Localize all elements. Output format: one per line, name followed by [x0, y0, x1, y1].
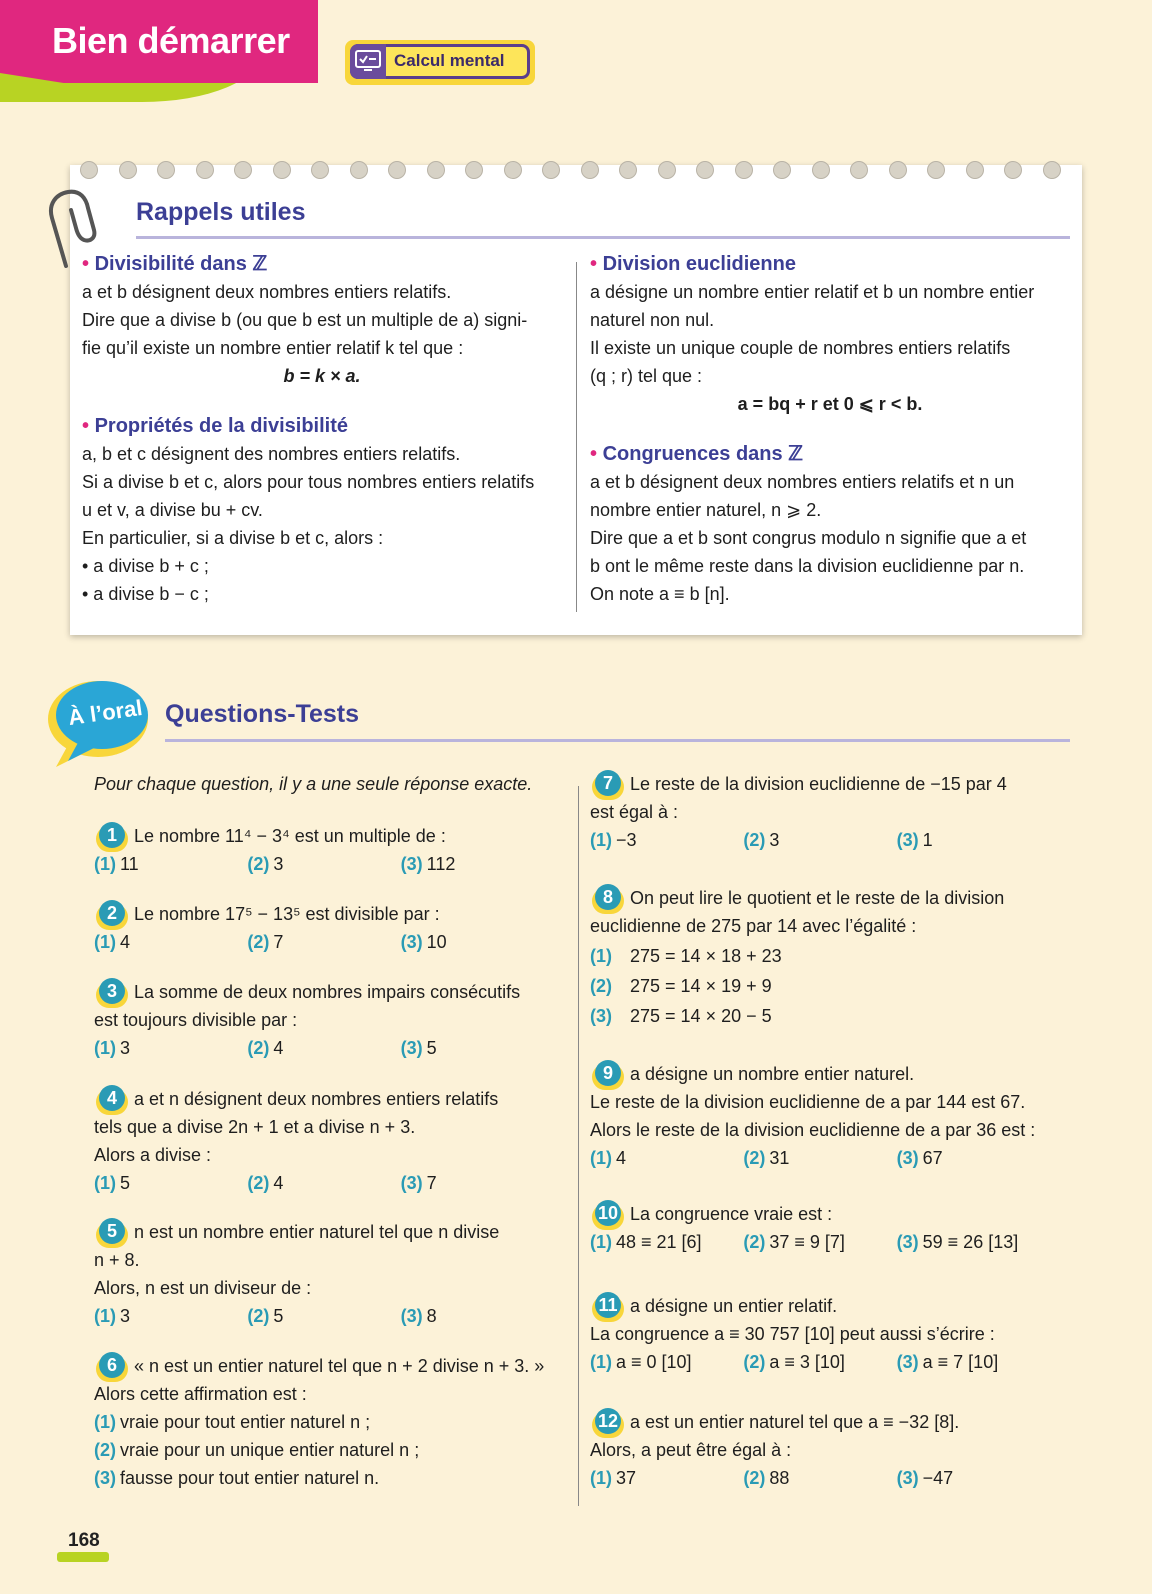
option-label: (1)	[94, 854, 116, 874]
option-label: (3)	[94, 1468, 116, 1488]
option-label: (2)	[743, 1148, 766, 1168]
answer-option[interactable]	[94, 1169, 247, 1197]
option-value: 5	[120, 1173, 131, 1193]
ring-hole	[504, 161, 522, 179]
option-value: 275 = 14 × 20 − 5	[630, 1006, 772, 1026]
text-line: a, b et c désignent des nombres entiers relatifs.	[82, 444, 461, 464]
answer-option[interactable]	[401, 1034, 554, 1062]
option-label: (1)	[590, 1148, 612, 1168]
question-number: 4	[99, 1085, 125, 1111]
ring-hole	[350, 161, 368, 179]
answer-options-row	[590, 1144, 1050, 1172]
text-line: a et b désignent deux nombres entiers relatifs et n un	[590, 472, 1015, 492]
question-number-badge	[94, 978, 124, 1006]
answer-options-row	[94, 928, 554, 956]
option-value: 8	[426, 1306, 437, 1326]
question-number-badge	[590, 884, 620, 912]
question-number-badge	[590, 770, 620, 798]
text-line: a et b désignent deux nombres entiers relatifs.	[82, 282, 452, 302]
option-label: (2)	[743, 1468, 766, 1488]
question-item	[94, 1085, 554, 1197]
answer-option[interactable]	[743, 1348, 896, 1376]
option-label: (2)	[247, 1173, 270, 1193]
page-number: 168	[68, 1530, 100, 1551]
answer-option[interactable]	[247, 928, 400, 956]
oral-label: À l’oral	[66, 694, 144, 731]
option-value: 4	[616, 1148, 627, 1168]
question-text-first: « n est un entier naturel tel que n + 2 divise n + 3. »	[134, 1356, 545, 1376]
answer-option[interactable]	[401, 850, 554, 878]
answer-option[interactable]	[94, 1302, 247, 1330]
question-number-badge	[94, 1085, 124, 1113]
option-label: (3)	[896, 830, 919, 850]
question-number-badge	[94, 1352, 124, 1380]
rappels-title: Rappels utiles	[136, 198, 306, 226]
option-value: 67	[922, 1148, 943, 1168]
ring-hole	[889, 161, 907, 179]
answer-option[interactable]	[401, 928, 554, 956]
answer-option[interactable]	[897, 1464, 1050, 1492]
ring-hole	[273, 161, 291, 179]
answer-option[interactable]	[590, 1228, 743, 1256]
option-value: 31	[769, 1148, 790, 1168]
answer-option[interactable]	[897, 1144, 1050, 1172]
option-label: (3)	[896, 1468, 919, 1488]
text-line: fie qu’il existe un nombre entier relatif k tel que :	[82, 338, 464, 358]
ring-hole	[427, 161, 445, 179]
text-line: b ont le même reste dans la division euclidienne par n.	[590, 556, 1025, 576]
ring-hole	[735, 161, 753, 179]
question-number: 5	[99, 1218, 125, 1244]
question-number: 7	[595, 770, 621, 796]
option-label: (3)	[400, 854, 423, 874]
option-value: 1	[922, 830, 933, 850]
ring-hole	[581, 161, 599, 179]
question-number: 8	[595, 884, 621, 910]
proprietes-block: • Propriétés de la divisibilité a, b et c désignent des nombres entiers relatifs. Si a divise b et c, alors pour tous nombres entiers relatifs u et v, a divise bu + cv. En particulier, si a divise b et c, alors : • a divise b + c ; • a divise b − c ;	[82, 412, 562, 608]
question-text: est toujours divisible par :	[94, 1010, 298, 1030]
ring-hole	[927, 161, 945, 179]
question-text	[590, 1060, 1050, 1088]
division-block: • Division euclidienne a désigne un nombre entier relatif et b un nombre entier naturel non nul. Il existe un unique couple de nombres entiers relatifs (q ; r) tel que : a = bq + r et 0 ⩽ r < b.	[590, 250, 1070, 418]
answer-option[interactable]	[897, 826, 1050, 854]
option-value: 3	[769, 830, 780, 850]
question-text-first: Le nombre 11⁴ − 3⁴ est un multiple de :	[134, 826, 446, 846]
answer-option[interactable]	[94, 1034, 247, 1062]
option-value: 4	[120, 932, 131, 952]
option-value: −3	[616, 830, 637, 850]
option-label: (2)	[743, 1232, 766, 1252]
answer-options-row	[94, 1034, 554, 1062]
question-text	[94, 1352, 554, 1380]
option-value: fausse pour tout entier naturel n.	[120, 1468, 380, 1488]
option-label: (1)	[590, 946, 612, 966]
question-number: 1	[99, 822, 125, 848]
title-underline	[165, 739, 1070, 742]
question-item	[590, 1292, 1050, 1376]
option-value: 275 = 14 × 19 + 9	[630, 976, 772, 996]
answer-options-row	[94, 1169, 554, 1197]
question-text	[590, 770, 1050, 798]
option-value: 48 ≡ 21 [6]	[616, 1232, 702, 1252]
answer-option[interactable]	[590, 942, 1050, 970]
question-item	[94, 900, 554, 956]
question-number-badge	[94, 822, 124, 850]
option-value: 11	[120, 854, 139, 874]
option-label: (3)	[400, 1306, 423, 1326]
question-number-badge	[94, 900, 124, 928]
question-number: 6	[99, 1352, 125, 1378]
option-value: 3	[120, 1306, 131, 1326]
divisibilite-block: • Divisibilité dans ℤ a et b désignent deux nombres entiers relatifs. Dire que a divise b (ou que b est un multiple de a) signi- fie qu’il existe un nombre entier relatif k tel que : b = k × a.	[82, 250, 562, 390]
ring-hole	[850, 161, 868, 179]
answer-option[interactable]	[590, 826, 743, 854]
text-line: En particulier, si a divise b et c, alors :	[82, 528, 384, 548]
option-label: (3)	[896, 1232, 919, 1252]
option-value: 3	[273, 854, 284, 874]
ring-hole	[1043, 161, 1061, 179]
question-text	[590, 1292, 1050, 1320]
questions-title: Questions-Tests	[165, 700, 360, 728]
text-line: • a divise b + c ;	[82, 556, 209, 576]
option-label: (2)	[247, 1038, 270, 1058]
option-value: 88	[769, 1468, 790, 1488]
question-item	[590, 1408, 1050, 1492]
ring-hole	[196, 161, 214, 179]
question-item	[94, 1218, 554, 1330]
option-label: (1)	[590, 830, 612, 850]
ring-hole	[696, 161, 714, 179]
question-text	[590, 1200, 1050, 1228]
divisibilite-title: Divisibilité dans ℤ	[94, 253, 268, 275]
ring-hole	[619, 161, 637, 179]
answer-options-row	[590, 1348, 1050, 1376]
question-text-first: n est un nombre entier naturel tel que n divise	[134, 1222, 500, 1242]
congruences-title: Congruences dans ℤ	[602, 443, 804, 465]
question-number-badge	[94, 1218, 124, 1246]
question-text: Alors, a peut être égal à :	[590, 1440, 792, 1460]
question-text: tels que a divise 2n + 1 et a divise n + 3.	[94, 1117, 416, 1137]
question-text: est égal à :	[590, 802, 679, 822]
question-item	[94, 822, 554, 878]
formula: b = k × a.	[283, 366, 361, 386]
option-label: (1)	[590, 1232, 612, 1252]
ring-hole	[966, 161, 984, 179]
ring-hole	[1004, 161, 1022, 179]
option-value: 275 = 14 × 18 + 23	[630, 946, 782, 966]
question-text	[590, 884, 1050, 912]
question-number: 12	[595, 1408, 621, 1434]
option-label: (3)	[590, 1006, 612, 1026]
question-number: 3	[99, 978, 125, 1004]
question-text-first: a et n désignent deux nombres entiers relatifs	[134, 1089, 499, 1109]
question-text	[94, 822, 554, 850]
option-value: −47	[922, 1468, 954, 1488]
option-value: 7	[273, 932, 284, 952]
question-text: euclidienne de 275 par 14 avec l’égalité :	[590, 916, 917, 936]
option-value: vraie pour tout entier naturel n ;	[120, 1412, 371, 1432]
question-text: Alors, n est un diviseur de :	[94, 1278, 312, 1298]
question-item	[94, 978, 554, 1062]
ring-hole	[234, 161, 252, 179]
ring-hole	[388, 161, 406, 179]
option-value: vraie pour un unique entier naturel n ;	[120, 1440, 420, 1460]
option-label: (2)	[743, 1352, 766, 1372]
option-value: 112	[426, 854, 456, 874]
option-label: (1)	[94, 1173, 116, 1193]
questions-intro: Pour chaque question, il y a une seule réponse exacte.	[94, 774, 533, 794]
answer-option[interactable]	[590, 972, 1050, 1000]
option-value: a ≡ 3 [10]	[769, 1352, 845, 1372]
answer-option[interactable]	[247, 850, 400, 878]
question-text	[94, 978, 554, 1006]
answer-option[interactable]	[94, 1408, 554, 1436]
option-value: 7	[426, 1173, 437, 1193]
text-line: u et v, a divise bu + cv.	[82, 500, 263, 520]
option-value: 4	[273, 1173, 284, 1193]
text-line: Dire que a et b sont congrus modulo n signifie que a et	[590, 528, 1027, 548]
question-number: 9	[595, 1060, 621, 1086]
question-text-first: Le nombre 17⁵ − 13⁵ est divisible par :	[134, 904, 440, 924]
answer-option[interactable]	[743, 1464, 896, 1492]
ring-hole	[311, 161, 329, 179]
question-text	[94, 1218, 554, 1246]
answer-option[interactable]	[247, 1034, 400, 1062]
question-text-first: La congruence vraie est :	[630, 1204, 833, 1224]
question-number-badge	[590, 1200, 620, 1228]
option-label: (1)	[94, 1306, 116, 1326]
answer-option[interactable]	[590, 1464, 743, 1492]
text-line: On note a ≡ b [n].	[590, 584, 730, 604]
column-divider	[576, 262, 577, 612]
ring-hole	[658, 161, 676, 179]
ring-hole	[465, 161, 483, 179]
question-text	[590, 1408, 1050, 1436]
text-line: nombre entier naturel, n ⩾ 2.	[590, 500, 822, 520]
proprietes-title: Propriétés de la divisibilité	[94, 415, 348, 437]
answer-option[interactable]	[401, 1169, 554, 1197]
question-text-first: a est un entier naturel tel que a ≡ −32 [8].	[630, 1412, 960, 1432]
option-label: (2)	[247, 1306, 270, 1326]
ring-hole	[773, 161, 791, 179]
page-number-underline	[57, 1552, 109, 1562]
checklist-screen-icon	[350, 44, 386, 79]
question-text: Alors cette affirmation est :	[94, 1384, 307, 1404]
question-item	[590, 884, 1050, 1030]
question-text-first: La somme de deux nombres impairs consécutifs	[134, 982, 521, 1002]
answer-option[interactable]	[743, 826, 896, 854]
ring-hole	[80, 161, 98, 179]
question-text	[94, 900, 554, 928]
answer-option[interactable]	[94, 850, 247, 878]
question-text: La congruence a ≡ 30 757 [10] peut aussi s’écrire :	[590, 1324, 995, 1344]
column-divider	[578, 786, 579, 1506]
ring-hole	[812, 161, 830, 179]
question-number-badge	[590, 1060, 620, 1088]
option-label: (1)	[590, 1468, 612, 1488]
question-number: 11	[595, 1292, 621, 1318]
option-label: (2)	[247, 854, 270, 874]
answer-option[interactable]	[94, 928, 247, 956]
question-text: n + 8.	[94, 1250, 140, 1270]
answer-options-row	[94, 850, 554, 878]
option-label: (1)	[94, 1038, 116, 1058]
option-label: (2)	[247, 932, 270, 952]
ring-hole	[542, 161, 560, 179]
question-text-first: Le reste de la division euclidienne de −15 par 4	[630, 774, 1007, 794]
text-line: a désigne un nombre entier relatif et b un nombre entier	[590, 282, 1035, 302]
question-text: Le reste de la division euclidienne de a par 144 est 67.	[590, 1092, 1026, 1112]
title-underline	[136, 236, 1070, 239]
text-line: Dire que a divise b (ou que b est un multiple de a) signi-	[82, 310, 528, 330]
text-line: (q ; r) tel que :	[590, 366, 703, 386]
answer-options-row	[590, 826, 1050, 854]
question-text	[94, 1085, 554, 1113]
option-value: 4	[273, 1038, 284, 1058]
text-line: naturel non nul.	[590, 310, 715, 330]
congruences-block: • Congruences dans ℤ a et b désignent deux nombres entiers relatifs et n un nombre entier naturel, n ⩾ 2. Dire que a et b sont congrus modulo n signifie que a et b ont le même reste dans la division euclidienne par n. On note a ≡ b [n].	[590, 440, 1070, 608]
question-text: Alors a divise :	[94, 1145, 212, 1165]
answer-options-row	[94, 1302, 554, 1330]
option-value: 5	[273, 1306, 284, 1326]
answer-option[interactable]	[590, 1348, 743, 1376]
text-line: • a divise b − c ;	[82, 584, 209, 604]
answer-options-row	[590, 1464, 1050, 1492]
division-title: Division euclidienne	[602, 253, 796, 275]
question-text: Alors le reste de la division euclidienne de a par 36 est :	[590, 1120, 1036, 1140]
option-label: (3)	[400, 1038, 423, 1058]
option-label: (1)	[94, 932, 116, 952]
option-label: (3)	[400, 1173, 423, 1193]
answer-option[interactable]	[590, 1002, 1050, 1030]
option-label: (2)	[590, 976, 612, 996]
option-value: 59 ≡ 26 [13]	[922, 1232, 1019, 1252]
option-value: 37	[616, 1468, 637, 1488]
option-value: 3	[120, 1038, 131, 1058]
question-number-badge	[590, 1292, 620, 1320]
option-value: 37 ≡ 9 [7]	[769, 1232, 845, 1252]
question-text-first: a désigne un nombre entier naturel.	[630, 1064, 915, 1084]
option-label: (2)	[94, 1440, 116, 1460]
answer-option[interactable]	[743, 1144, 896, 1172]
question-item	[590, 1060, 1050, 1172]
question-text-first: On peut lire le quotient et le reste de la division	[630, 888, 1005, 908]
answer-option[interactable]	[94, 1436, 554, 1464]
option-label: (3)	[896, 1148, 919, 1168]
option-value: a ≡ 7 [10]	[922, 1352, 999, 1372]
option-label: (1)	[590, 1352, 612, 1372]
answer-option[interactable]	[590, 1144, 743, 1172]
option-value: a ≡ 0 [10]	[616, 1352, 692, 1372]
formula: a = bq + r et 0 ⩽ r < b.	[737, 394, 923, 414]
option-label: (1)	[94, 1412, 116, 1432]
answer-option[interactable]	[94, 1464, 554, 1492]
question-text-first: a désigne un entier relatif.	[630, 1296, 838, 1316]
answer-option[interactable]	[247, 1302, 400, 1330]
option-label: (3)	[896, 1352, 919, 1372]
answer-option[interactable]	[897, 1348, 1050, 1376]
ring-hole	[157, 161, 175, 179]
text-line: Il existe un unique couple de nombres entiers relatifs	[590, 338, 1011, 358]
option-value: 5	[426, 1038, 437, 1058]
option-label: (3)	[400, 932, 423, 952]
answer-option[interactable]	[743, 1228, 896, 1256]
answer-option[interactable]	[401, 1302, 554, 1330]
answer-options-row	[590, 1228, 1050, 1256]
text-line: Si a divise b et c, alors pour tous nombres entiers relatifs	[82, 472, 535, 492]
section-title: Bien démarrer	[52, 20, 290, 61]
question-number: 2	[99, 900, 125, 926]
question-item	[590, 1200, 1050, 1256]
question-item	[590, 770, 1050, 854]
option-value: 10	[426, 932, 447, 952]
question-number-badge	[590, 1408, 620, 1436]
calcul-mental-label: Calcul mental	[394, 51, 505, 70]
option-label: (2)	[743, 830, 766, 850]
question-item	[94, 1352, 554, 1492]
question-number: 10	[595, 1200, 621, 1226]
ring-hole	[119, 161, 137, 179]
answer-option[interactable]	[897, 1228, 1050, 1256]
answer-option[interactable]	[247, 1169, 400, 1197]
